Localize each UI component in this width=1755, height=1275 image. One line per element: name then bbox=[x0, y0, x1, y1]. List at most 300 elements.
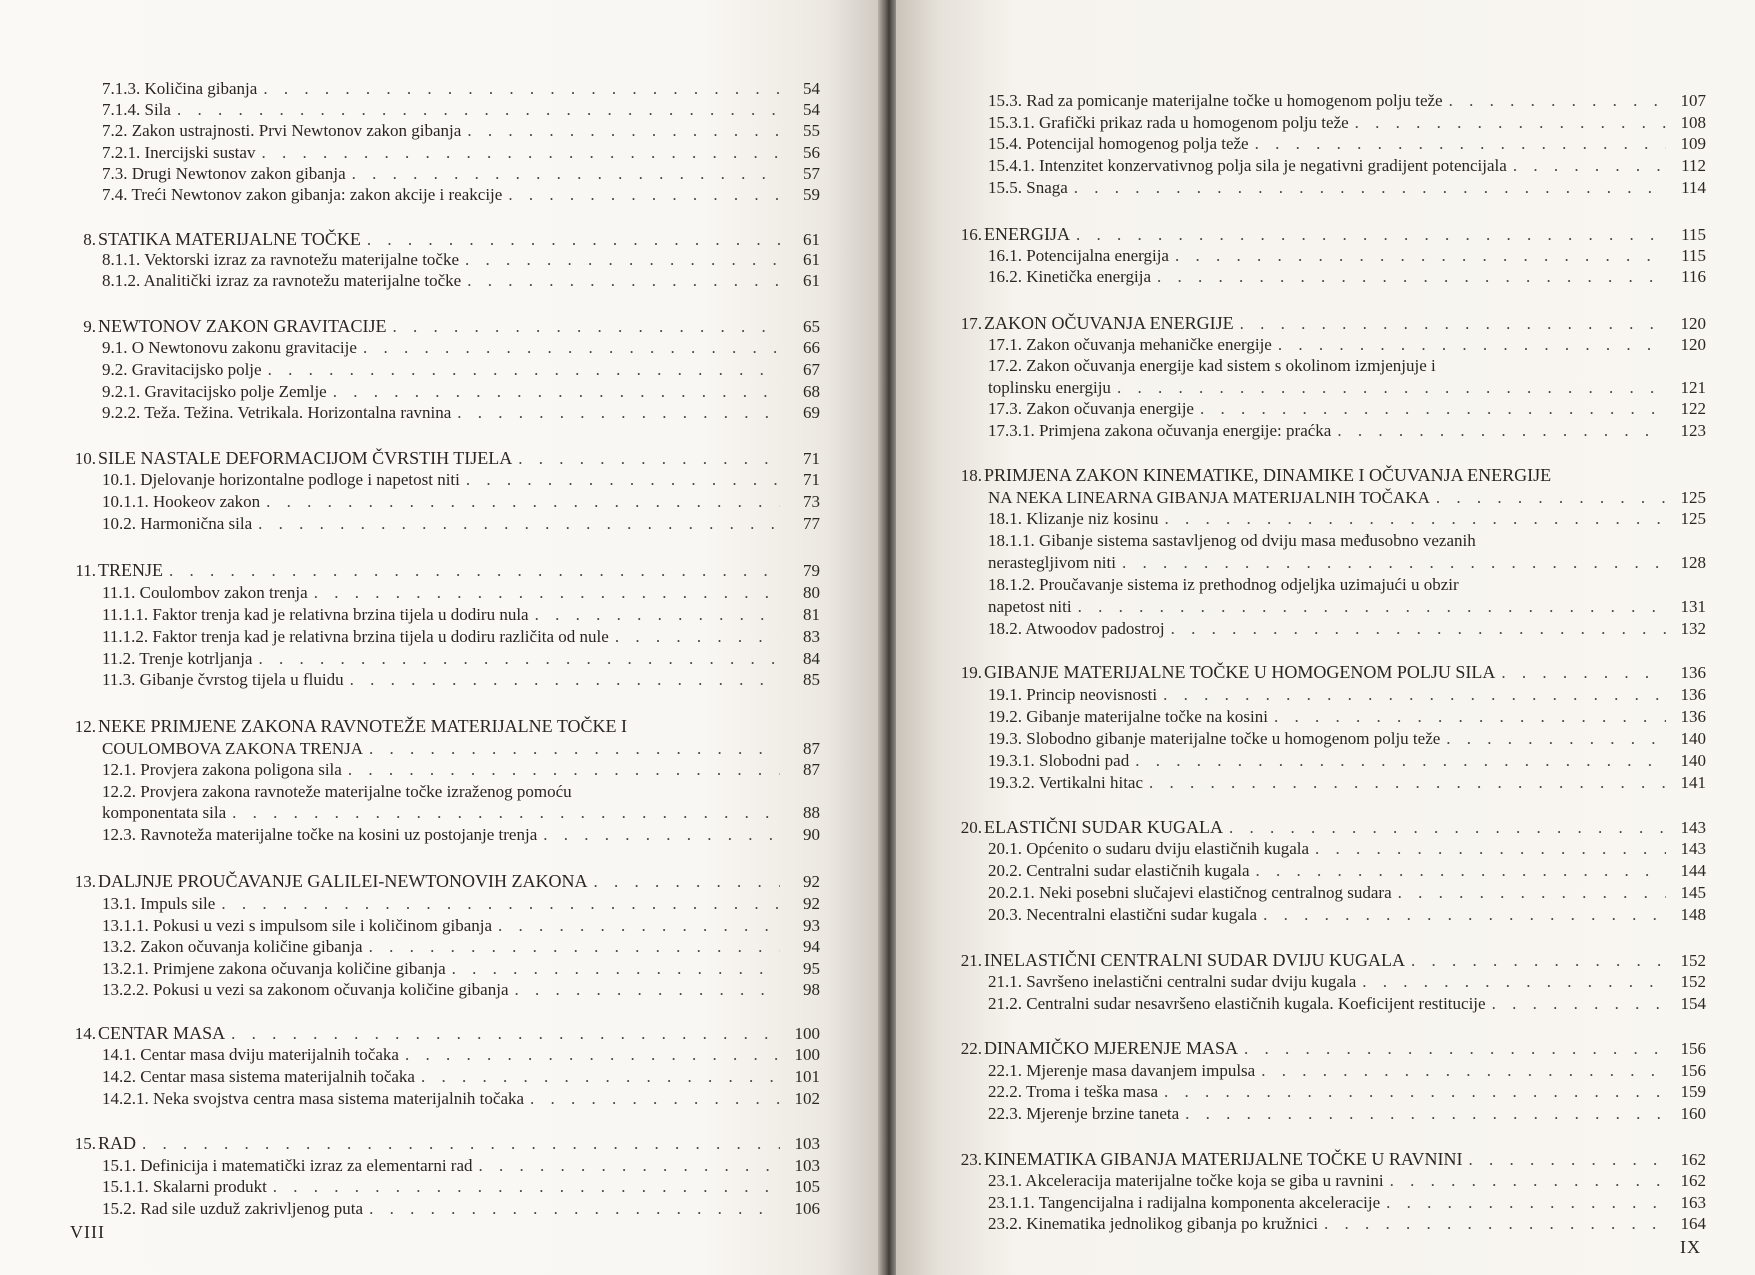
toc-entry bbox=[10, 626, 820, 647]
page-number: 112 bbox=[1681, 156, 1706, 175]
entry-title: 20.2. Centralni sudar elastičnih kugala bbox=[988, 861, 1250, 880]
page-number: 93 bbox=[803, 916, 820, 935]
toc-entry bbox=[10, 1088, 820, 1109]
page-number: 152 bbox=[1680, 972, 1706, 991]
leader-dots bbox=[333, 381, 780, 402]
entry-title: 22.3. Mjerenje brzine taneta bbox=[988, 1104, 1180, 1123]
toc-entry bbox=[10, 915, 820, 936]
page-number: 140 bbox=[1680, 751, 1706, 770]
page-number: 125 bbox=[1680, 488, 1706, 507]
entry-title: 15.3. Rad za pomicanje materijalne točke u homogenom polju teže bbox=[988, 91, 1443, 110]
toc-entry bbox=[10, 871, 820, 892]
page-folio-right: IX bbox=[1680, 1237, 1701, 1257]
page-number: 159 bbox=[1680, 1082, 1706, 1101]
entry-title: NEWTONOV ZAKON GRAVITACIJE bbox=[98, 316, 387, 336]
leader-dots bbox=[1263, 904, 1666, 925]
leader-dots bbox=[452, 958, 780, 979]
page-number: 67 bbox=[803, 360, 820, 379]
leader-dots bbox=[1164, 1081, 1666, 1102]
page-number: 92 bbox=[803, 894, 820, 913]
chapter-number: 22. bbox=[960, 1039, 982, 1058]
leader-dots bbox=[367, 229, 780, 250]
leader-dots bbox=[1315, 838, 1666, 859]
page-number: 103 bbox=[794, 1156, 820, 1175]
toc-entry bbox=[10, 781, 820, 802]
page-number: 73 bbox=[803, 492, 820, 511]
toc-entry bbox=[896, 552, 1706, 573]
page-number: 148 bbox=[1680, 905, 1706, 924]
leader-dots bbox=[1501, 662, 1666, 683]
toc-entry bbox=[10, 99, 820, 120]
page-number: 123 bbox=[1680, 421, 1706, 440]
toc-entry bbox=[896, 1170, 1706, 1191]
leader-dots bbox=[530, 1088, 780, 1109]
toc-entry bbox=[896, 177, 1706, 198]
leader-dots bbox=[1337, 420, 1666, 441]
page-number: 136 bbox=[1680, 707, 1706, 726]
entry-title: 10.1.1. Hookeov zakon bbox=[102, 492, 261, 511]
page-number: 71 bbox=[803, 449, 820, 468]
entry-title: 21.1. Savršeno inelastični centralni sudar dviju kugala bbox=[988, 972, 1357, 991]
leader-dots bbox=[1362, 971, 1666, 992]
toc-entry bbox=[896, 971, 1706, 992]
page-number: 141 bbox=[1680, 773, 1706, 792]
page-number: 87 bbox=[803, 760, 820, 779]
toc-entry bbox=[896, 860, 1706, 881]
entry-title: 15.4. Potencijal homogenog polja teže bbox=[988, 134, 1249, 153]
entry-title: 20.2.1. Neki posebni slučajevi elastičnog centralnog sudara bbox=[988, 883, 1392, 902]
toc-entry bbox=[896, 1038, 1706, 1059]
toc-entry bbox=[10, 669, 820, 690]
toc-entry bbox=[10, 738, 820, 759]
page-number: 61 bbox=[803, 230, 820, 249]
page-number: 90 bbox=[803, 825, 820, 844]
entry-title: 23.2. Kinematika jednolikog gibanja po kružnici bbox=[988, 1214, 1319, 1233]
entry-title: 13.1. Impuls sile bbox=[102, 894, 216, 913]
toc-entry bbox=[896, 355, 1706, 376]
toc-entry bbox=[896, 993, 1706, 1014]
leader-dots bbox=[369, 738, 780, 759]
entry-title: 19.2. Gibanje materijalne točke na kosini bbox=[988, 707, 1268, 726]
entry-title: 17.2. Zakon očuvanja energije kad sistem s okolinom izmjenjuje i bbox=[988, 356, 1436, 375]
entry-title: RAD bbox=[98, 1133, 137, 1153]
toc-entry bbox=[896, 1213, 1706, 1234]
toc-entry bbox=[896, 750, 1706, 771]
leader-dots bbox=[348, 759, 780, 780]
leader-dots bbox=[1355, 112, 1666, 133]
toc-entry bbox=[10, 337, 820, 358]
leader-dots bbox=[273, 1176, 780, 1197]
page-number: 83 bbox=[803, 627, 820, 646]
toc-entry bbox=[896, 530, 1706, 551]
page-number: 122 bbox=[1680, 399, 1706, 418]
toc-entry bbox=[10, 78, 820, 99]
leader-dots bbox=[467, 120, 780, 141]
entry-title: ELASTIČNI SUDAR KUGALA bbox=[984, 817, 1223, 837]
leader-dots bbox=[1255, 133, 1666, 154]
leader-dots bbox=[479, 1155, 780, 1176]
page-folio-left: VIII bbox=[70, 1222, 105, 1242]
page-number: 125 bbox=[1680, 509, 1706, 528]
page-number: 95 bbox=[803, 959, 820, 978]
toc-entry bbox=[896, 245, 1706, 266]
toc-entry bbox=[896, 465, 1706, 486]
toc-entry bbox=[10, 893, 820, 914]
entry-title: 16.1. Potencijalna energija bbox=[988, 246, 1169, 265]
entry-title: 9.1. O Newtonovu zakonu gravitacije bbox=[102, 338, 357, 357]
page-number: 88 bbox=[803, 803, 820, 822]
page-number: 144 bbox=[1680, 861, 1706, 880]
leader-dots bbox=[1078, 596, 1666, 617]
entry-title: komponentata sila bbox=[102, 803, 227, 822]
entry-title: 10.1. Djelovanje horizontalne podloge i napetost niti bbox=[102, 470, 460, 489]
page-number: 106 bbox=[794, 1199, 820, 1218]
leader-dots bbox=[1240, 313, 1666, 334]
toc-entry bbox=[896, 1081, 1706, 1102]
entry-title: 11.1.1. Faktor trenja kad je relativna brzina tijela u dodiru nula bbox=[102, 605, 529, 624]
entry-title: DINAMIČKO MJERENJE MASA bbox=[984, 1038, 1239, 1058]
toc-entry bbox=[10, 184, 820, 205]
entry-title: 18.1.2. Proučavanje sistema iz prethodnog odjeljka uzimajući u obzir bbox=[988, 575, 1459, 594]
leader-dots bbox=[405, 1044, 780, 1065]
toc-entry bbox=[896, 706, 1706, 727]
page-number: 136 bbox=[1680, 663, 1706, 682]
leader-dots bbox=[467, 270, 780, 291]
entry-title: 7.2. Zakon ustrajnosti. Prvi Newtonov zakon gibanja bbox=[102, 121, 462, 140]
page-number: 131 bbox=[1680, 597, 1706, 616]
entry-title: nerastegljivom niti bbox=[988, 553, 1116, 572]
toc-entry bbox=[10, 163, 820, 184]
entry-title: napetost niti bbox=[988, 597, 1072, 616]
entry-title: NA NEKA LINEARNA GIBANJA MATERIJALNIH TOČAKA bbox=[988, 488, 1430, 507]
page-number: 103 bbox=[794, 1134, 820, 1153]
toc-entry bbox=[896, 574, 1706, 595]
leader-dots bbox=[1244, 1038, 1666, 1059]
leader-dots bbox=[266, 491, 780, 512]
toc-entry bbox=[10, 270, 820, 291]
page-number: 152 bbox=[1680, 951, 1706, 970]
entry-title: 7.4. Treći Newtonov zakon gibanja: zakon akcije i reakcije bbox=[102, 185, 503, 204]
toc-entry bbox=[10, 229, 820, 250]
leader-dots bbox=[350, 669, 780, 690]
entry-title: toplinsku energiju bbox=[988, 378, 1111, 397]
chapter-number: 14. bbox=[74, 1024, 96, 1043]
page-number: 87 bbox=[803, 739, 820, 758]
page-number: 156 bbox=[1680, 1061, 1706, 1080]
page-number: 105 bbox=[794, 1177, 820, 1196]
entry-title: COULOMBOVA ZAKONA TRENJA bbox=[102, 739, 364, 758]
entry-title: PRIMJENA ZAKON KINEMATIKE, DINAMIKE I OČUVANJA ENERGIJE bbox=[984, 465, 1552, 485]
entry-title: 12.2. Provjera zakona ravnoteže materijalne točke izraženog pomoću bbox=[102, 782, 572, 801]
leader-dots bbox=[1164, 508, 1666, 529]
page-number: 140 bbox=[1680, 729, 1706, 748]
leader-dots bbox=[1513, 155, 1666, 176]
leader-dots bbox=[1436, 487, 1666, 508]
page-number: 136 bbox=[1680, 685, 1706, 704]
chapter-number: 12. bbox=[74, 717, 96, 736]
leader-dots bbox=[177, 99, 780, 120]
chapter-number: 23. bbox=[960, 1150, 982, 1169]
toc-entry bbox=[896, 882, 1706, 903]
page-number: 69 bbox=[803, 403, 820, 422]
page-number: 79 bbox=[803, 561, 820, 580]
page-number: 84 bbox=[803, 649, 820, 668]
page-number: 92 bbox=[803, 872, 820, 891]
chapter-number: 10. bbox=[74, 449, 96, 468]
leader-dots bbox=[1135, 750, 1666, 771]
leader-dots bbox=[314, 582, 780, 603]
toc-entry bbox=[896, 487, 1706, 508]
leader-dots bbox=[1390, 1170, 1666, 1191]
toc-entry bbox=[896, 377, 1706, 398]
toc-entry bbox=[10, 582, 820, 603]
toc-entry bbox=[896, 90, 1706, 111]
leader-dots bbox=[1256, 860, 1666, 881]
entry-title: 23.1.1. Tangencijalna i radijalna komponenta akceleracije bbox=[988, 1193, 1381, 1212]
toc-entry bbox=[10, 1155, 820, 1176]
page-number: 120 bbox=[1680, 335, 1706, 354]
entry-title: 12.1. Provjera zakona poligona sila bbox=[102, 760, 342, 779]
toc-entry bbox=[896, 1060, 1706, 1081]
leader-dots bbox=[363, 337, 780, 358]
leader-dots bbox=[1229, 817, 1666, 838]
page-number: 115 bbox=[1681, 246, 1706, 265]
entry-title: 22.1. Mjerenje masa davanjem impulsa bbox=[988, 1061, 1256, 1080]
toc-entry bbox=[10, 824, 820, 845]
page-number: 160 bbox=[1680, 1104, 1706, 1123]
toc-right bbox=[896, 0, 1755, 1275]
page-number: 164 bbox=[1680, 1214, 1706, 1233]
leader-dots bbox=[258, 513, 780, 534]
toc-entry bbox=[896, 313, 1706, 334]
leader-dots bbox=[1157, 266, 1666, 287]
toc-entry bbox=[896, 1149, 1706, 1170]
toc-entry bbox=[896, 817, 1706, 838]
page-number: 66 bbox=[803, 338, 820, 357]
page-number: 128 bbox=[1680, 553, 1706, 572]
toc-entry bbox=[10, 759, 820, 780]
entry-title: 7.3. Drugi Newtonov zakon gibanja bbox=[102, 164, 346, 183]
entry-title: 13.2. Zakon očuvanja količine gibanja bbox=[102, 937, 363, 956]
page-number: 114 bbox=[1681, 178, 1706, 197]
toc-entry bbox=[10, 716, 820, 737]
entry-title: 21.2. Centralni sudar nesavršeno elastičnih kugala. Koeficijent restitucije bbox=[988, 994, 1486, 1013]
leader-dots bbox=[1175, 245, 1666, 266]
entry-title: 20.1. Općenito o sudaru dviju elastičnih kugala bbox=[988, 839, 1310, 858]
page-number: 54 bbox=[803, 79, 820, 98]
leader-dots bbox=[1171, 618, 1666, 639]
leader-dots bbox=[231, 1023, 780, 1044]
page-number: 101 bbox=[794, 1067, 820, 1086]
leader-dots bbox=[543, 824, 780, 845]
leader-dots bbox=[1398, 882, 1666, 903]
entry-title: 16.2. Kinetička energija bbox=[988, 267, 1152, 286]
entry-title: 19.3.1. Slobodni pad bbox=[988, 751, 1130, 770]
leader-dots bbox=[369, 936, 780, 957]
toc-entry bbox=[10, 120, 820, 141]
page-number: 94 bbox=[803, 937, 820, 956]
chapter-number: 16. bbox=[960, 225, 982, 244]
toc-entry bbox=[896, 155, 1706, 176]
page-number: 102 bbox=[794, 1089, 820, 1108]
entry-title: 19.3.2. Vertikalni hitac bbox=[988, 773, 1144, 792]
leader-dots bbox=[1278, 334, 1666, 355]
page-number: 65 bbox=[803, 317, 820, 336]
entry-title: 11.2. Trenje kotrljanja bbox=[102, 649, 253, 668]
leader-dots bbox=[1163, 684, 1666, 705]
toc-entry bbox=[10, 648, 820, 669]
chapter-number: 18. bbox=[960, 466, 982, 485]
page-number: 132 bbox=[1680, 619, 1706, 638]
page-number: 121 bbox=[1680, 378, 1706, 397]
leader-dots bbox=[268, 359, 780, 380]
leader-dots bbox=[535, 604, 780, 625]
toc-entry bbox=[896, 618, 1706, 639]
entry-title: STATIKA MATERIJALNE TOČKE bbox=[98, 229, 361, 249]
entry-title: 20.3. Necentralni elastični sudar kugala bbox=[988, 905, 1258, 924]
entry-title: 15.5. Snaga bbox=[988, 178, 1068, 197]
entry-title: 15.2. Rad sile uzduž zakrivljenog puta bbox=[102, 1199, 364, 1218]
toc-entry bbox=[10, 1066, 820, 1087]
page-number: 107 bbox=[1680, 91, 1706, 110]
entry-title: 14.2. Centar masa sistema materijalnih točaka bbox=[102, 1067, 415, 1086]
entry-title: 9.2.1. Gravitacijsko polje Zemlje bbox=[102, 382, 327, 401]
toc-entry bbox=[896, 904, 1706, 925]
entry-title: SILE NASTALE DEFORMACIJOM ČVRSTIH TIJELA bbox=[98, 448, 513, 468]
leader-dots bbox=[465, 249, 780, 270]
chapter-number: 9. bbox=[83, 317, 96, 336]
leader-dots bbox=[1274, 706, 1666, 727]
entry-title: 17.3.1. Primjena zakona očuvanja energije: praćka bbox=[988, 421, 1332, 440]
entry-title: NEKE PRIMJENE ZAKONA RAVNOTEŽE MATERIJALNE TOČKE I bbox=[98, 716, 627, 736]
toc-entry bbox=[896, 334, 1706, 355]
chapter-number: 8. bbox=[83, 230, 96, 249]
toc-entry bbox=[10, 381, 820, 402]
leader-dots bbox=[457, 402, 780, 423]
toc-entry bbox=[10, 359, 820, 380]
leader-dots bbox=[221, 893, 780, 914]
entry-title: 19.1. Princip neovisnosti bbox=[988, 685, 1158, 704]
entry-title: 13.2.2. Pokusi u vezi sa zakonom očuvanja količine gibanja bbox=[102, 980, 509, 999]
entry-title: 8.1.1. Vektorski izraz za ravnotežu materijalne točke bbox=[102, 250, 460, 269]
toc-entry bbox=[896, 112, 1706, 133]
page-number: 98 bbox=[803, 980, 820, 999]
page-number: 108 bbox=[1680, 113, 1706, 132]
entry-title: 13.1.1. Pokusi u vezi s impulsom sile i količinom gibanja bbox=[102, 916, 493, 935]
toc-entry bbox=[896, 398, 1706, 419]
entry-title: 15.3.1. Grafički prikaz rada u homogenom polju teže bbox=[988, 113, 1349, 132]
toc-entry bbox=[10, 979, 820, 1000]
entry-title: 14.1. Centar masa dviju materijalnih točaka bbox=[102, 1045, 399, 1064]
chapter-number: 19. bbox=[960, 663, 982, 682]
leader-dots bbox=[515, 979, 781, 1000]
page-number: 100 bbox=[794, 1045, 820, 1064]
toc-entry bbox=[10, 1023, 820, 1044]
entry-title: 22.2. Troma i teška masa bbox=[988, 1082, 1158, 1101]
entry-title: 18.1. Klizanje niz kosinu bbox=[988, 509, 1159, 528]
leader-dots bbox=[1446, 728, 1666, 749]
leader-dots bbox=[1469, 1149, 1666, 1170]
page-number: 100 bbox=[794, 1024, 820, 1043]
entry-title: 15.1. Definicija i matematički izraz za elementarni rad bbox=[102, 1156, 473, 1175]
entry-title: 17.3. Zakon očuvanja energije bbox=[988, 399, 1194, 418]
page-number: 71 bbox=[803, 470, 820, 489]
entry-title: 15.4.1. Intenzitet konzervativnog polja sila je negativni gradijent potencijala bbox=[988, 156, 1507, 175]
entry-title: GIBANJE MATERIJALNE TOČKE U HOMOGENOM POLJU SILA bbox=[984, 662, 1496, 682]
leader-dots bbox=[1185, 1103, 1666, 1124]
chapter-number: 11. bbox=[75, 561, 96, 580]
page-number: 55 bbox=[803, 121, 820, 140]
leader-dots bbox=[1492, 993, 1666, 1014]
page-number: 56 bbox=[803, 143, 820, 162]
toc-entry bbox=[896, 266, 1706, 287]
page-number: 163 bbox=[1680, 1193, 1706, 1212]
entry-title: 19.3. Slobodno gibanje materijalne točke u homogenom polju teže bbox=[988, 729, 1441, 748]
leader-dots bbox=[1200, 398, 1666, 419]
leader-dots bbox=[169, 560, 780, 581]
right-page bbox=[896, 0, 1755, 1275]
entry-title: 17.1. Zakon očuvanja mehaničke energije bbox=[988, 335, 1272, 354]
leader-dots bbox=[615, 626, 780, 647]
page-number: 120 bbox=[1680, 314, 1706, 333]
entry-title: ZAKON OČUVANJA ENERGIJE bbox=[984, 313, 1234, 333]
toc-entry bbox=[896, 508, 1706, 529]
entry-title: 7.1.4. Sila bbox=[102, 100, 171, 119]
page-number: 116 bbox=[1681, 267, 1706, 286]
leader-dots bbox=[263, 78, 780, 99]
toc-entry bbox=[896, 728, 1706, 749]
page-number: 57 bbox=[803, 164, 820, 183]
leader-dots bbox=[1411, 950, 1666, 971]
entry-title: KINEMATIKA GIBANJA MATERIJALNE TOČKE U RAVNINI bbox=[984, 1149, 1463, 1169]
entry-title: 9.2.2. Teža. Težina. Vetrikala. Horizontalna ravnina bbox=[102, 403, 452, 422]
leader-dots bbox=[1324, 1213, 1666, 1234]
toc-entry bbox=[896, 1192, 1706, 1213]
toc-entry bbox=[10, 469, 820, 490]
entry-title: 11.1. Coulombov zakon trenja bbox=[102, 583, 308, 602]
page-number: 54 bbox=[803, 100, 820, 119]
toc-entry bbox=[896, 420, 1706, 441]
page-number: 68 bbox=[803, 382, 820, 401]
page-number: 80 bbox=[803, 583, 820, 602]
entry-title: CENTAR MASA bbox=[98, 1023, 226, 1043]
leader-dots bbox=[1386, 1192, 1666, 1213]
toc-entry bbox=[10, 1044, 820, 1065]
leader-dots bbox=[1122, 552, 1666, 573]
entry-title: 8.1.2. Analitički izraz za ravnotežu materijalne točke bbox=[102, 271, 462, 290]
leader-dots bbox=[261, 142, 780, 163]
chapter-number: 17. bbox=[960, 314, 982, 333]
toc-entry bbox=[10, 936, 820, 957]
leader-dots bbox=[352, 163, 780, 184]
chapter-number: 13. bbox=[74, 872, 96, 891]
entry-title: TRENJE bbox=[98, 560, 163, 580]
page-number: 162 bbox=[1680, 1150, 1706, 1169]
toc-entry bbox=[10, 448, 820, 469]
leader-dots bbox=[498, 915, 780, 936]
page-number: 154 bbox=[1680, 994, 1706, 1013]
leader-dots bbox=[1149, 772, 1666, 793]
entry-title: 7.1.3. Količina gibanja bbox=[102, 79, 258, 98]
entry-title: 12.3. Ravnoteža materijalne točke na kosini uz postojanje trenja bbox=[102, 825, 538, 844]
page-number: 115 bbox=[1681, 225, 1706, 244]
toc-entry bbox=[896, 133, 1706, 154]
page-number: 81 bbox=[803, 605, 820, 624]
toc-entry bbox=[10, 1133, 820, 1154]
toc-entry bbox=[896, 596, 1706, 617]
leader-dots bbox=[1074, 177, 1666, 198]
toc-entry bbox=[10, 316, 820, 337]
